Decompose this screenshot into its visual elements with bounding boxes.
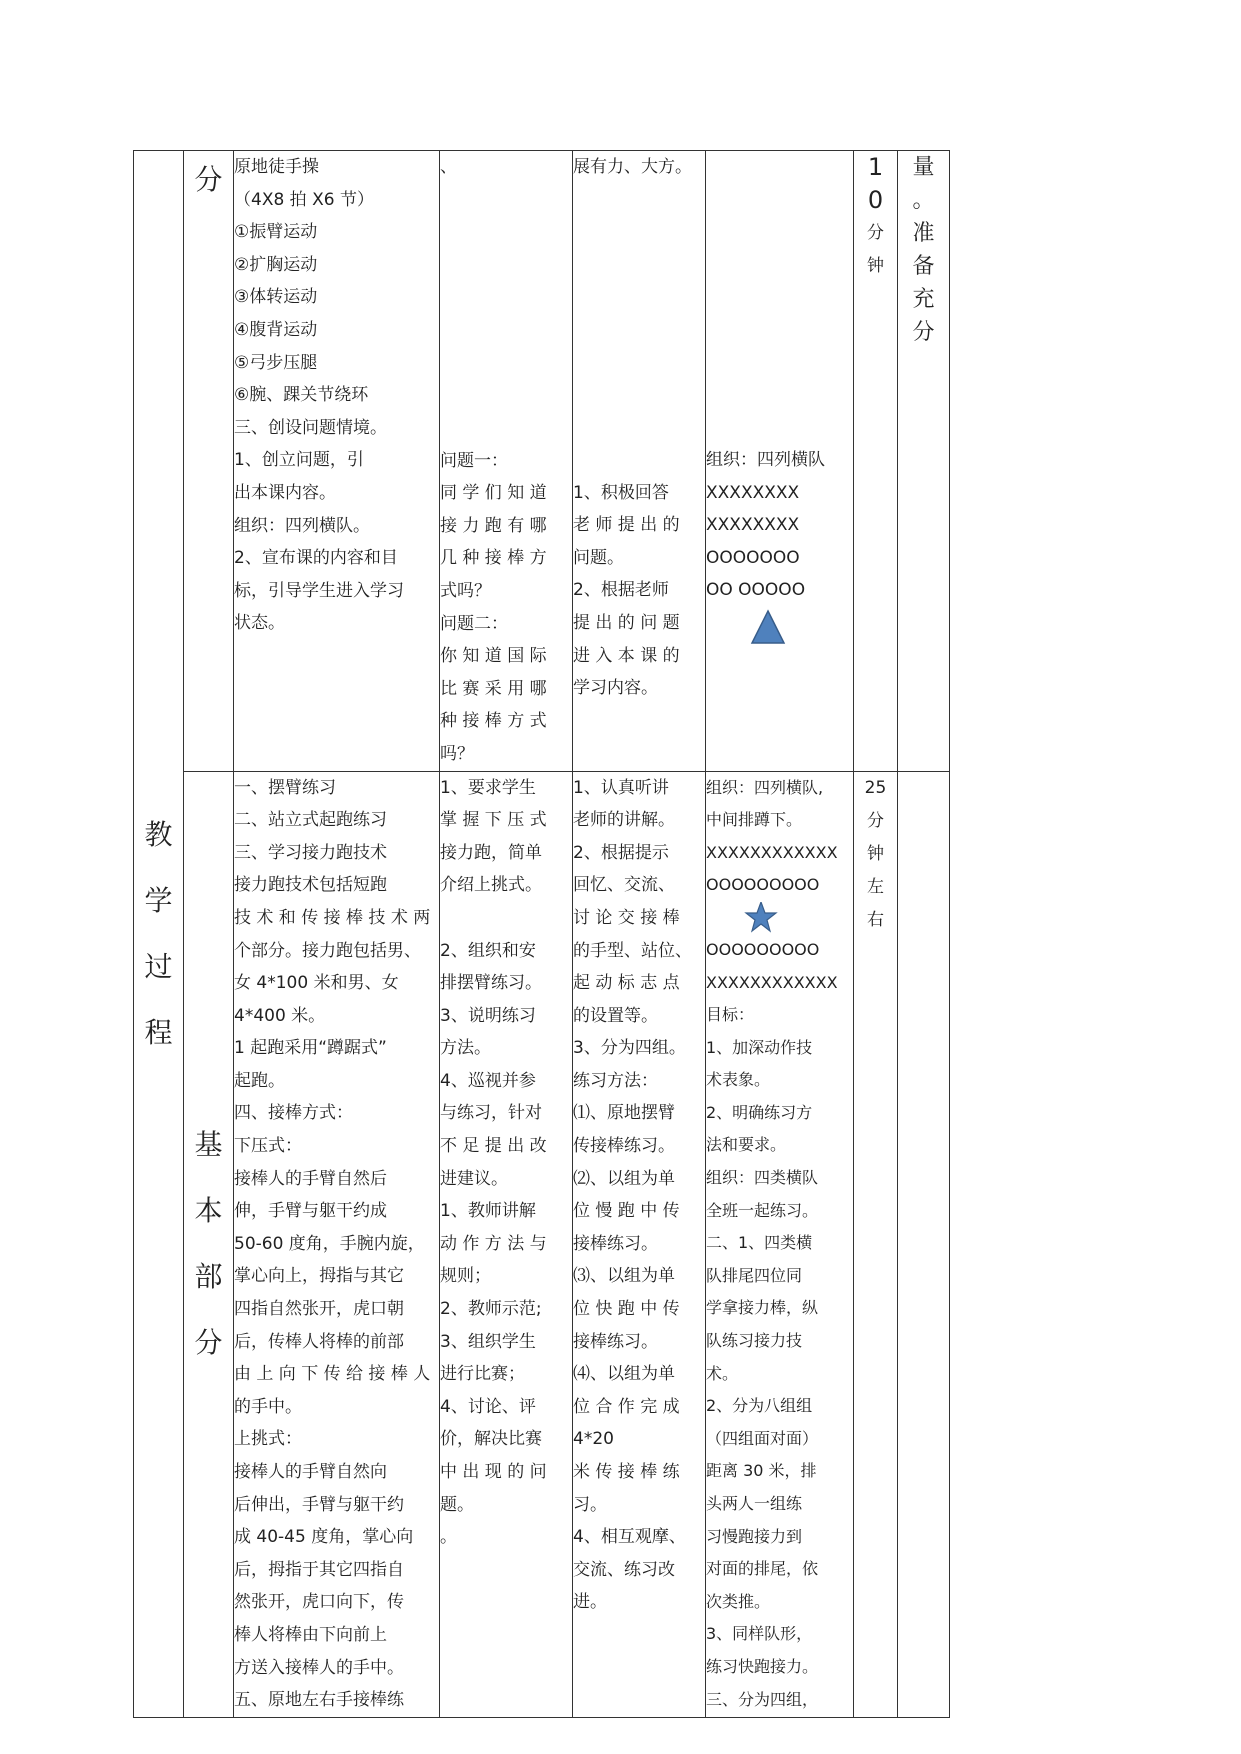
text-line: 的手中。 xyxy=(234,1396,302,1417)
text-line: 接棒练习。 xyxy=(573,1233,658,1254)
text-line: 中间排蹲下。 xyxy=(706,810,803,830)
student-lines xyxy=(573,477,705,705)
text-line: 规则； xyxy=(440,1266,491,1287)
org-bottom-lines xyxy=(706,934,853,1716)
text-line: 进行比赛； xyxy=(440,1364,525,1385)
text-line: OO OOOOO xyxy=(706,580,806,601)
text-line: OOOOOOOOO xyxy=(706,875,820,895)
text-line: 4、巡视并参 xyxy=(440,1070,536,1091)
text-line: 全班一起练习。 xyxy=(706,1200,819,1220)
text-line: 右 xyxy=(867,909,884,930)
text-line: 方送入接棒人的手中。 xyxy=(234,1657,404,1678)
text-line: 方法。 xyxy=(440,1038,491,1059)
teacher-star-icon xyxy=(706,902,853,934)
text-line: 进。 xyxy=(573,1592,607,1613)
text-line: 分 xyxy=(194,1326,223,1360)
text-line: 准 xyxy=(912,221,935,246)
text-line: ④腹背运动 xyxy=(234,319,318,340)
text-line: 五、原地左右手接棒练 xyxy=(234,1690,404,1711)
text-line: 钟 xyxy=(867,843,884,864)
text-line: 棒人将棒由下向前上 xyxy=(234,1624,387,1645)
text-line: 目标： xyxy=(706,1005,755,1025)
text-line: 组织：四类横队 xyxy=(706,1168,819,1188)
text-line: 进建议。 xyxy=(440,1168,508,1189)
text-line: 掌 握 下 压 式 xyxy=(440,810,547,831)
text-line: 进 入 本 课 的 xyxy=(573,645,680,666)
text-line: 动 作 方 法 与 xyxy=(440,1233,547,1254)
spacer xyxy=(440,184,572,445)
text-line: 比 赛 采 用 哪 xyxy=(440,678,547,699)
text-line: 状态。 xyxy=(234,613,285,634)
content-lines xyxy=(234,151,439,640)
text-line: 中 出 现 的 问 xyxy=(440,1462,547,1482)
text-line: 1、要求学生 xyxy=(440,777,536,798)
text-line: 组织：四列横队 xyxy=(706,450,825,470)
text-line: 原地徒手操 xyxy=(234,157,319,177)
text-line: 1、认真听讲 xyxy=(573,777,669,798)
text-line: 分 xyxy=(194,163,223,196)
text-line: 问题。 xyxy=(573,547,624,568)
text-line: 种 接 棒 方 式 xyxy=(440,711,547,732)
outer-label-teaching-process xyxy=(134,802,183,1066)
text-line: 老 师 提 出 的 xyxy=(573,515,680,536)
text-line: 1、创立问题，引 xyxy=(234,450,364,471)
lesson-plan-table xyxy=(133,150,950,1718)
text-line: 教 xyxy=(144,817,173,851)
text-line: 回忆、交流、 xyxy=(573,875,675,896)
text-line: 上挑式： xyxy=(234,1429,302,1450)
text-line: 1 xyxy=(867,153,884,181)
text-line xyxy=(440,902,572,935)
content-lines xyxy=(234,772,439,1717)
text-line: 掌心向上，拇指与其它 xyxy=(234,1266,404,1287)
text-line: 1、积极回答 xyxy=(573,482,669,503)
text-line: 四、接棒方式： xyxy=(234,1103,353,1124)
text-line: 4、讨论、评 xyxy=(440,1396,536,1417)
text-line: ⑴、原地摆臂 xyxy=(573,1103,675,1124)
text-line: 同 学 们 知 道 xyxy=(440,483,547,504)
content-cell-prep xyxy=(234,151,440,772)
teacher-cell-main xyxy=(440,771,573,1717)
time-cell-main xyxy=(854,771,898,1717)
text-line: 二、站立式起跑练习 xyxy=(234,810,387,831)
text-line: 习。 xyxy=(573,1494,607,1515)
text-line: 组织：四列横队, xyxy=(706,777,824,797)
text-line: 位 慢 跑 中 传 xyxy=(573,1201,680,1222)
text-line: 后伸出，手臂与躯干约 xyxy=(234,1494,404,1515)
text-line: 交流、练习改 xyxy=(573,1559,675,1580)
text-line: 分 xyxy=(867,223,884,243)
text-line: 2、组织和安 xyxy=(440,940,536,961)
text-line: ①振臂运动 xyxy=(234,222,318,243)
text-line: ⑷、以组为单 xyxy=(573,1364,675,1385)
text-line: 传接棒练习。 xyxy=(573,1136,675,1157)
text-line: 个部分。接力跑包括男、 xyxy=(234,940,421,961)
text-line: 你 知 道 国 际 xyxy=(440,646,547,667)
text-line: 对面的排尾，依 xyxy=(706,1559,819,1579)
text-line: 2、宣布课的内容和目 xyxy=(234,548,398,569)
text-line: 组织：四列横队。 xyxy=(234,515,370,536)
text-line: 伸，手臂与躯干约成 xyxy=(234,1201,387,1222)
text-line: 3、组织学生 xyxy=(440,1331,536,1352)
time-lines xyxy=(854,151,897,283)
content-cell-main xyxy=(234,771,440,1717)
text-line: 学拿接力棒，纵 xyxy=(706,1298,819,1318)
text-line: 3、分为四组。 xyxy=(573,1038,686,1059)
remarks-lines xyxy=(898,151,949,349)
text-line: 量 xyxy=(912,155,935,180)
text-line: 习慢跑接力到 xyxy=(706,1526,803,1546)
text-line: 部 xyxy=(194,1260,223,1294)
text-line: 。 xyxy=(912,188,935,213)
text-line: 程 xyxy=(144,1015,173,1049)
text-line: ③体转运动 xyxy=(234,287,318,308)
text-line: 接棒练习。 xyxy=(573,1331,658,1352)
text-line: 由 上 向 下 传 给 接 棒 人 xyxy=(234,1364,431,1385)
text-line: 法和要求。 xyxy=(706,1135,787,1155)
section-label-basic-part xyxy=(184,1112,233,1376)
text-line: 二、1、四类横 xyxy=(706,1233,813,1253)
text-line: 四指自然张开，虎口朝 xyxy=(234,1299,404,1320)
text-line: 1、教师讲解 xyxy=(440,1201,536,1222)
text-line: 过 xyxy=(144,949,173,983)
org-top-lines xyxy=(706,772,853,902)
text-line: XXXXXXXX xyxy=(706,515,800,536)
text-line: 接棒人的手臂自然向 xyxy=(234,1462,387,1482)
student-top-text: 展有力、大方。 xyxy=(573,157,692,177)
remarks-cell-main xyxy=(898,771,950,1717)
text-line: 3、同样队形， xyxy=(706,1624,813,1644)
text-line: 25 xyxy=(864,777,887,798)
text-line: （4X8 拍 X6 节） xyxy=(234,189,374,210)
text-line: （四组面对面） xyxy=(706,1428,819,1448)
text-line: 50-60 度角，手腕内旋， xyxy=(234,1233,425,1254)
org-lines xyxy=(706,444,853,607)
text-line: 讨 论 交 接 棒 xyxy=(573,907,680,928)
text-line: 成 40-45 度角，掌心向 xyxy=(234,1527,414,1548)
text-line: 练习快跑接力。 xyxy=(706,1656,819,1676)
text-line: 米 传 接 棒 练 xyxy=(573,1462,680,1482)
text-line: 2、根据提示 xyxy=(573,842,669,863)
text-line: 三、分为四组， xyxy=(706,1689,819,1709)
text-line: 学 xyxy=(144,883,173,917)
text-line: 队排尾四位同 xyxy=(706,1265,803,1285)
teacher-top-text: 、 xyxy=(440,157,457,177)
text-line: 一、摆臂练习 xyxy=(234,777,336,798)
text-line: 基 xyxy=(194,1128,223,1162)
text-line: 的设置等。 xyxy=(573,1005,658,1026)
text-line: 价，解决比赛 xyxy=(440,1429,542,1450)
text-line: 的手型、站位、 xyxy=(573,940,692,961)
text-line: 后，拇指于其它四指自 xyxy=(234,1559,404,1580)
text-line: 钟 xyxy=(867,256,884,276)
text-line: 后，传棒人将棒的前部 xyxy=(234,1331,404,1352)
text-line: 4*400 米。 xyxy=(234,1005,326,1026)
time-cell-prep xyxy=(854,151,898,772)
text-line: 1、加深动作技 xyxy=(706,1037,813,1057)
text-line: XXXXXXXX xyxy=(706,482,800,503)
student-lines xyxy=(573,772,705,1619)
section-cell-main xyxy=(184,771,234,1717)
text-line: 问题二： xyxy=(440,613,508,634)
student-cell-main xyxy=(573,771,706,1717)
teacher-lines xyxy=(440,772,572,1554)
text-line: 与练习，针对 xyxy=(440,1103,542,1124)
text-line: 位 合 作 完 成 xyxy=(573,1396,680,1417)
text-line: 次类推。 xyxy=(706,1591,771,1611)
text-line: 术表象。 xyxy=(706,1070,771,1090)
text-line: 1 起跑采用“蹲踞式” xyxy=(234,1038,387,1059)
table-row-main xyxy=(134,771,950,1717)
text-line: 0 xyxy=(867,186,884,214)
text-line: 队练习接力技 xyxy=(706,1331,803,1351)
spacer xyxy=(706,151,853,444)
text-line: 分 xyxy=(912,320,935,345)
text-line: 4、相互观摩、 xyxy=(573,1527,686,1548)
text-line: 出本课内容。 xyxy=(234,482,336,503)
text-line: 技 术 和 传 接 棒 技 术 两 xyxy=(234,907,431,928)
text-line: 接棒人的手臂自然后 xyxy=(234,1168,387,1189)
text-line: 老师的讲解。 xyxy=(573,810,675,831)
text-line: 本 xyxy=(194,1194,223,1228)
text-line: 4*20 xyxy=(573,1429,614,1450)
table-row-warmup xyxy=(134,151,950,772)
text-line: 女 4*100 米和男、女 xyxy=(234,973,399,994)
text-line: 2、根据老师 xyxy=(573,580,669,601)
text-line: 下压式： xyxy=(234,1136,302,1157)
text-line: ⑤弓步压腿 xyxy=(234,352,318,373)
text-line: 起跑。 xyxy=(234,1070,285,1091)
section-cell-prep xyxy=(184,151,234,772)
text-line: 2、教师示范; xyxy=(440,1299,542,1320)
text-line: ⑥腕、踝关节绕环 xyxy=(234,385,369,406)
text-line: 3、说明练习 xyxy=(440,1005,536,1026)
text-line: 接力跑技术包括短跑 xyxy=(234,875,387,896)
text-line: 吗？ xyxy=(440,743,474,764)
teacher-triangle-icon xyxy=(706,607,853,649)
student-cell-prep xyxy=(573,151,706,772)
org-cell-prep xyxy=(706,151,854,772)
text-line: 三、学习接力跑技术 xyxy=(234,842,387,863)
remarks-cell-prep xyxy=(898,151,950,772)
teacher-lines xyxy=(440,445,572,771)
text-line: 距离 30 米，排 xyxy=(706,1461,817,1481)
org-cell-main xyxy=(706,771,854,1717)
teacher-cell-prep xyxy=(440,151,573,772)
text-line: ②扩胸运动 xyxy=(234,254,318,275)
text-line: 标，引导学生进入学习 xyxy=(234,580,404,601)
text-line: ⑶、以组为单 xyxy=(573,1266,675,1287)
text-line: 练习方法： xyxy=(573,1070,658,1091)
text-line: 2、分为八组组 xyxy=(706,1396,813,1416)
text-line: 式吗？ xyxy=(440,580,491,601)
text-line: XXXXXXXXXXXX xyxy=(706,842,838,862)
text-line: 提 出 的 问 题 xyxy=(573,612,680,633)
text-line: 学习内容。 xyxy=(573,678,658,699)
text-line: 不 足 提 出 改 xyxy=(440,1136,547,1157)
text-line: 分 xyxy=(867,810,884,831)
text-line: 三、创设问题情境。 xyxy=(234,417,387,438)
text-line: 几 种 接 棒 方 xyxy=(440,548,547,569)
text-line: 左 xyxy=(867,876,884,897)
outer-label-cell xyxy=(134,151,184,1718)
text-line: 接力跑，简单 xyxy=(440,842,542,863)
text-line: 起 动 标 志 点 xyxy=(573,973,680,994)
text-line: 然张开，虎口向下，传 xyxy=(234,1592,404,1613)
text-line: 题。 xyxy=(440,1494,474,1515)
text-line: OOOOOOO xyxy=(706,547,800,568)
text-line: XXXXXXXXXXXX xyxy=(706,972,838,992)
section-label xyxy=(184,151,233,209)
text-line: 位 快 跑 中 传 xyxy=(573,1299,680,1320)
text-line: 排摆臂练习。 xyxy=(440,973,542,994)
text-line: 充 xyxy=(912,287,935,312)
text-line: 介绍上挑式。 xyxy=(440,875,542,896)
spacer xyxy=(573,184,705,477)
time-lines xyxy=(854,772,897,937)
text-line: ⑵、以组为单 xyxy=(573,1168,675,1189)
text-line: 问题一： xyxy=(440,450,508,471)
text-line: 。 xyxy=(440,1527,457,1548)
text-line: 接 力 跑 有 哪 xyxy=(440,515,547,536)
text-line: 术。 xyxy=(706,1363,739,1383)
text-line: 备 xyxy=(912,254,935,279)
text-line: 2、明确练习方 xyxy=(706,1102,813,1122)
text-line: OOOOOOOOO xyxy=(706,939,820,959)
text-line: 头两人一组练 xyxy=(706,1494,803,1513)
